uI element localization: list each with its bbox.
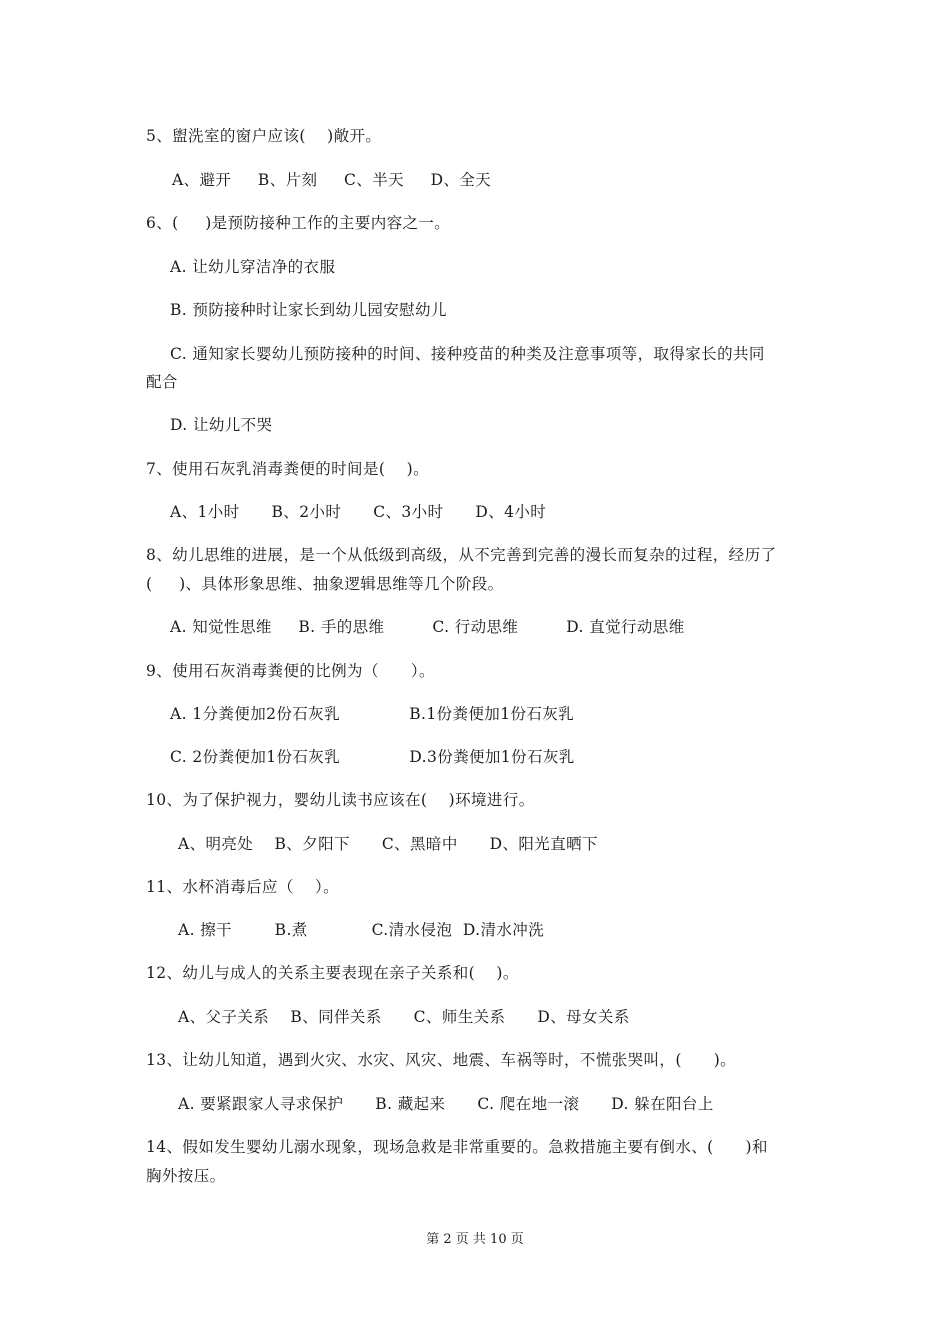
- question-8-stem: 8、幼儿思维的进展，是一个从低级到高级，从不完善到完善的漫长而复杂的过程，经历了: [146, 546, 777, 564]
- page-number-footer: 第 2 页 共 10 页: [426, 1232, 524, 1247]
- question-5-stem: 5、盥洗室的窗户应该( )敞开。: [146, 127, 382, 145]
- question-7-options: A、1小时 B、2小时 C、3小时 D、4小时: [170, 503, 547, 521]
- question-12-options: A、父子关系 B、同伴关系 C、师生关系 D、母女关系: [178, 1008, 630, 1026]
- question-13-stem: 13、让幼儿知道，遇到火灾、水灾、风灾、地震、车祸等时，不慌张哭叫，( )。: [146, 1051, 737, 1069]
- question-12-stem: 12、幼儿与成人的关系主要表现在亲子关系和( )。: [146, 964, 519, 982]
- question-13-options: A. 要紧跟家人寻求保护 B. 藏起来 C. 爬在地一滚 D. 躲在阳台上: [178, 1095, 714, 1113]
- question-14-stem: 14、假如发生婴幼儿溺水现象，现场急救是非常重要的。急救措施主要有倒水、( )和: [146, 1138, 768, 1156]
- question-6-option-c-cont: 配合: [146, 373, 178, 391]
- question-8-stem-cont: ( )、具体形象思维、抽象逻辑思维等几个阶段。: [146, 575, 504, 593]
- question-8-options: A. 知觉性思维 B. 手的思维 C. 行动思维 D. 直觉行动思维: [170, 618, 685, 636]
- question-6-stem: 6、( )是预防接种工作的主要内容之一。: [146, 214, 451, 232]
- question-10-stem: 10、为了保护视力，婴幼儿读书应该在( )环境进行。: [146, 791, 535, 809]
- question-6-option-b: B. 预防接种时让家长到幼儿园安慰幼儿: [170, 301, 447, 319]
- question-11-stem: 11、水杯消毒后应（ ）。: [146, 878, 340, 896]
- question-9-stem: 9、使用石灰消毒粪便的比例为（ ）。: [146, 662, 435, 680]
- question-9-options-cd: C. 2份粪便加1份石灰乳 D.3份粪便加1份石灰乳: [170, 748, 575, 766]
- question-9-options-ab: A. 1分粪便加2份石灰乳 B.1份粪便加1份石灰乳: [170, 705, 575, 723]
- question-11-options: A. 擦干 B.煮 C.清水侵泡 D.清水冲洗: [178, 921, 545, 939]
- question-10-options: A、明亮处 B、夕阳下 C、黑暗中 D、阳光直晒下: [178, 835, 598, 853]
- question-6-option-c: C. 通知家长婴幼儿预防接种的时间、接种疫苗的种类及注意事项等，取得家长的共同: [170, 345, 765, 363]
- question-14-stem-cont: 胸外按压。: [146, 1167, 226, 1185]
- question-7-stem: 7、使用石灰乳消毒粪便的时间是( )。: [146, 460, 429, 478]
- question-5-options: A、避开 B、片刻 C、半天 D、全天: [172, 171, 492, 189]
- question-6-option-a: A. 让幼儿穿洁净的衣服: [170, 258, 336, 276]
- question-6-option-d: D. 让幼儿不哭: [170, 416, 273, 434]
